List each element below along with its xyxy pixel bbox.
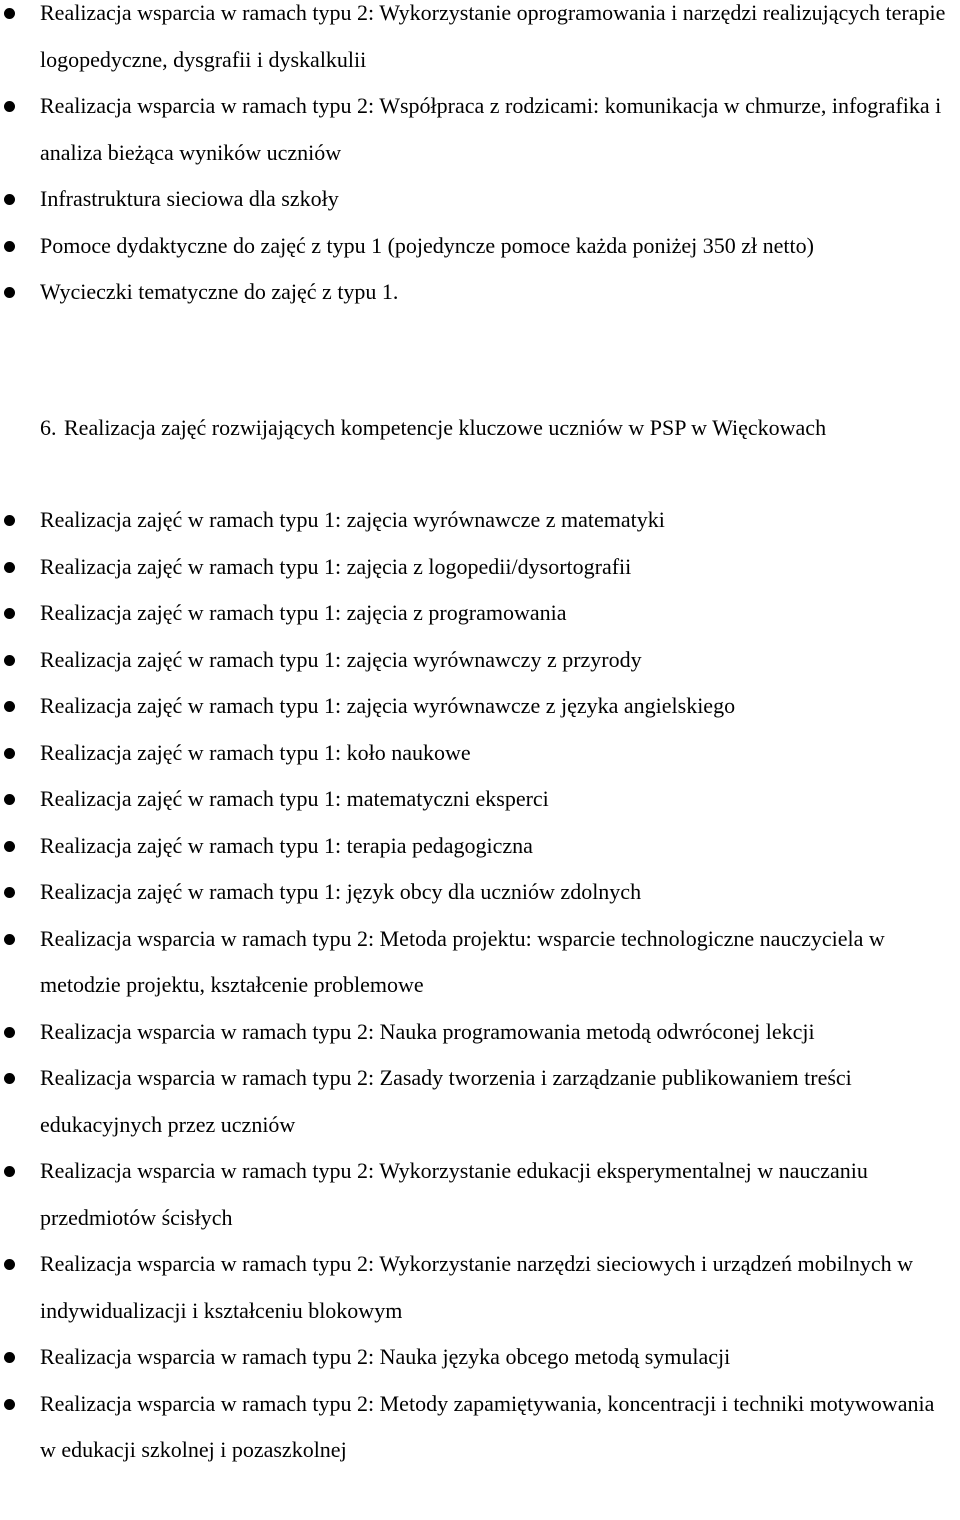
list-item	[0, 1381, 956, 1474]
section-title: Realizacja zajęć rozwijających kompetencje kluczowe uczniów w PSP w Więckowach	[64, 415, 827, 440]
list-item	[0, 1148, 956, 1241]
bullet-dot-icon	[4, 655, 15, 666]
list-item-text: Realizacja wsparcia w ramach typu 2: Nauka języka obcego metodą symulacji	[40, 1344, 731, 1369]
bullet-dot-icon	[4, 1399, 15, 1410]
list-item-text: Realizacja wsparcia w ramach typu 2: Wykorzystanie edukacji eksperymentalnej w nauczaniu przedmiotów ścisłych	[40, 1158, 868, 1230]
list-item-text: Realizacja wsparcia w ramach typu 2: Zasady tworzenia i zarządzanie publikowaniem treści edukacyjnych przez uczniów	[40, 1065, 852, 1137]
list-item-text: Realizacja zajęć w ramach typu 1: język obcy dla uczniów zdolnych	[40, 879, 642, 904]
list-item-text: Wycieczki tematyczne do zajęć z typu 1.	[40, 279, 399, 304]
list-item-text: Realizacja wsparcia w ramach typu 2: Wykorzystanie oprogramowania i narzędzi realizujących terapie logopedyczne, dysgrafii i dyskalkulii	[40, 0, 946, 72]
list-item-text: Realizacja zajęć w ramach typu 1: koło naukowe	[40, 739, 471, 765]
list-item-text: Realizacja zajęć w ramach typu 1: matematyczni eksperci	[40, 786, 549, 811]
section-bullet-list	[0, 497, 956, 1474]
list-item	[0, 223, 956, 270]
bullet-dot-icon	[4, 515, 15, 526]
list-item	[0, 869, 956, 916]
list-item	[0, 269, 956, 316]
bullet-dot-icon	[4, 794, 15, 805]
list-item-text: Realizacja zajęć w ramach typu 1: zajęcia z programowania	[40, 600, 567, 625]
bullet-dot-icon	[4, 1166, 15, 1177]
list-item-text: Realizacja zajęć w ramach typu 1: zajęcia wyrównawcze z matematyki	[40, 507, 665, 532]
list-item-text: Realizacja wsparcia w ramach typu 2: Metoda projektu: wsparcie technologiczne nauczyciela w metodzie projektu, kształcenie problemowe	[40, 925, 885, 997]
list-item	[0, 823, 956, 870]
bullet-dot-icon	[4, 287, 15, 298]
bullet-dot-icon	[4, 1027, 15, 1038]
list-item	[0, 916, 956, 1009]
list-item-text: Infrastruktura sieciowa dla szkoły	[40, 186, 339, 211]
bullet-dot-icon	[4, 1352, 15, 1363]
list-item-text: Realizacja wsparcia w ramach typu 2: Metody zapamiętywania, koncentracji i techniki motywowania w edukacji szkolnej i pozaszkolnej	[40, 1390, 935, 1462]
bullet-dot-icon	[4, 8, 15, 19]
top-bullet-list	[0, 0, 956, 316]
list-item	[0, 0, 956, 83]
list-item-text: Realizacja zajęć w ramach typu 1: zajęcia wyrównawcze z języka angielskiego	[40, 693, 736, 718]
bullet-dot-icon	[4, 748, 15, 759]
bullet-dot-icon	[4, 701, 15, 712]
list-item	[0, 776, 956, 823]
list-item	[0, 637, 956, 684]
bullet-dot-icon	[4, 101, 15, 112]
bullet-dot-icon	[4, 934, 15, 945]
list-item	[0, 176, 956, 223]
bullet-dot-icon	[4, 194, 15, 205]
list-item	[0, 544, 956, 591]
list-item	[0, 83, 956, 176]
section-heading	[40, 405, 956, 452]
list-item	[0, 497, 956, 544]
list-item	[0, 1241, 956, 1334]
list-item-text: Realizacja wsparcia w ramach typu 2: Nauka programowania metodą odwróconej lekcji	[40, 1018, 815, 1044]
list-item	[0, 1334, 956, 1381]
list-item	[0, 590, 956, 637]
bullet-dot-icon	[4, 1259, 15, 1270]
bullet-dot-icon	[4, 887, 15, 898]
list-item-text: Realizacja zajęć w ramach typu 1: zajęcia z logopedii/dysortografii	[40, 553, 632, 579]
list-item	[0, 683, 956, 730]
bullet-dot-icon	[4, 1073, 15, 1084]
bullet-dot-icon	[4, 241, 15, 252]
bullet-dot-icon	[4, 841, 15, 852]
section-number: 6.	[40, 415, 57, 440]
list-item	[0, 730, 956, 777]
list-item-text: Realizacja zajęć w ramach typu 1: zajęcia wyrównawczy z przyrody	[40, 646, 642, 672]
list-item	[0, 1055, 956, 1148]
bullet-dot-icon	[4, 562, 15, 573]
list-item	[0, 1009, 956, 1056]
list-item-text: Realizacja wsparcia w ramach typu 2: Wykorzystanie narzędzi sieciowych i urządzeń mobilnych w indywidualizacji i kształceniu blokowym	[40, 1251, 914, 1323]
list-item-text: Pomoce dydaktyczne do zajęć z typu 1 (pojedyncze pomoce każda poniżej 350 zł netto)	[40, 232, 814, 258]
bullet-dot-icon	[4, 608, 15, 619]
list-item-text: Realizacja zajęć w ramach typu 1: terapia pedagogiczna	[40, 832, 533, 858]
list-item-text: Realizacja wsparcia w ramach typu 2: Współpraca z rodzicami: komunikacja w chmurze, infografika i analiza bieżąca wyników uczniów	[40, 93, 942, 165]
